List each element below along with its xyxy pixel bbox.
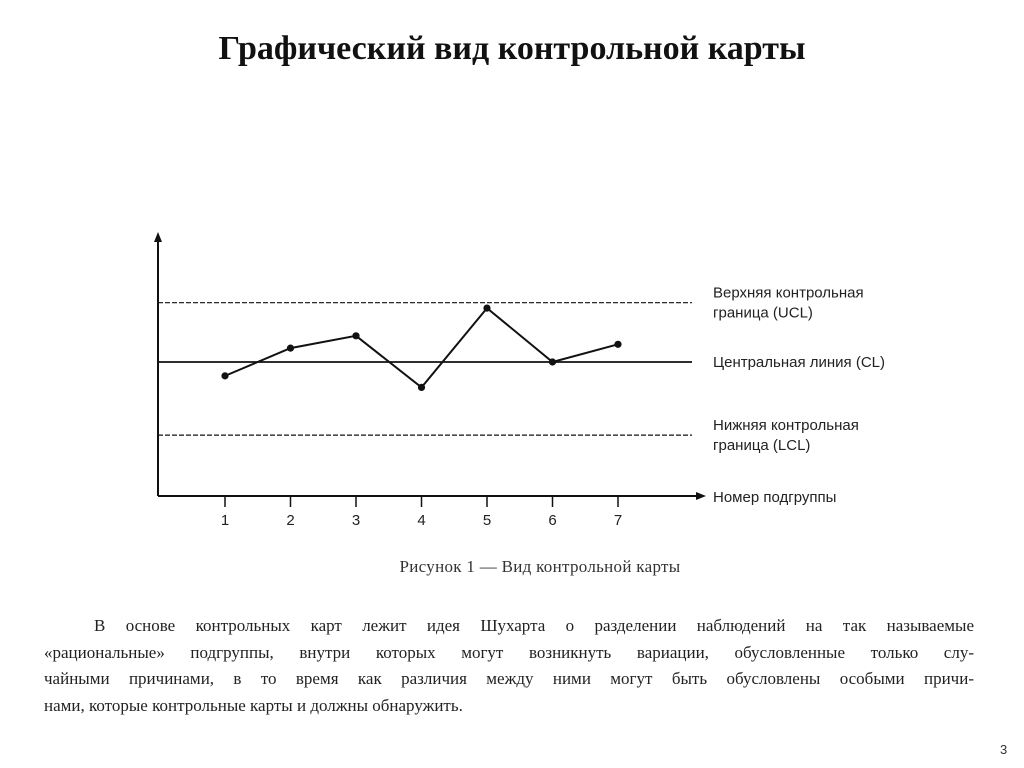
paragraph-line: чайными причинами, в то время как различия между ними могут быть обусловлены особыми причи- (44, 669, 974, 688)
x-tick-label: 3 (351, 512, 361, 529)
page-number: 3 (1000, 742, 1008, 757)
data-point (483, 305, 490, 312)
chart-axes (154, 232, 706, 500)
data-point (549, 358, 556, 365)
page-title: Графический вид контрольной карты (218, 30, 806, 67)
control-line-label: Верхняя контрольная (713, 284, 864, 302)
series-line (225, 308, 618, 387)
control-line-label: Нижняя контрольная (713, 417, 859, 435)
x-tick-label: 6 (548, 512, 557, 529)
control-lines (158, 303, 692, 435)
body-paragraph (44, 613, 974, 719)
x-tick-label: 2 (286, 512, 295, 529)
paragraph-line: В основе контрольных карт лежит идея Шухарта о разделении наблюдений на так называемые (94, 616, 974, 635)
x-tick-label: 4 (417, 512, 426, 529)
figure-caption: Рисунок 1 — Вид контрольной карты (399, 557, 681, 576)
data-point (352, 332, 359, 339)
x-tick-label: 7 (613, 512, 623, 529)
control-line-label: граница (LCL) (713, 437, 811, 455)
data-point (614, 341, 621, 348)
paragraph-line: нами, которые контрольные карты и должны обнаружить. (44, 695, 463, 715)
y-axis-arrow (154, 232, 162, 242)
chart-labels (713, 285, 885, 506)
x-ticks (221, 496, 622, 529)
x-tick-label: 5 (482, 512, 492, 529)
control-line-label: граница (UCL) (713, 304, 813, 322)
x-axis-arrow (696, 492, 706, 500)
control-line-label: Центральная линия (CL) (713, 354, 886, 371)
data-point (221, 372, 228, 379)
chart-series (221, 305, 621, 392)
x-axis-label: Номер подгруппы (713, 489, 837, 506)
data-point (287, 345, 294, 352)
x-tick-label: 1 (220, 512, 230, 529)
paragraph-line: «рациональные» подгруппы, внутри которых могут возникнуть вариации, обусловленные только слу- (44, 642, 974, 662)
data-point (418, 384, 425, 391)
